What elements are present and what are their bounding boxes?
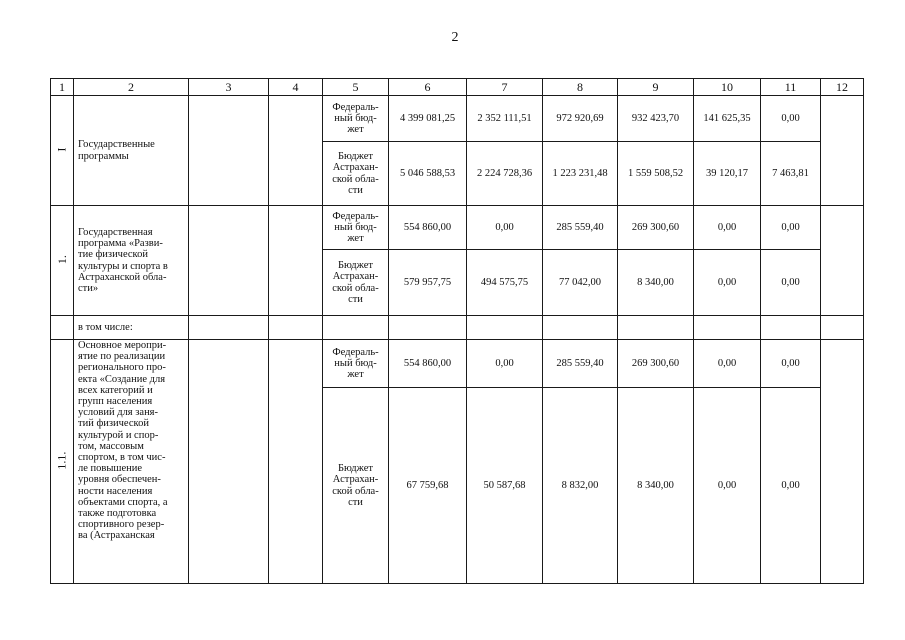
value-cell: 4 399 081,25: [389, 96, 467, 142]
empty-cell: [51, 316, 74, 340]
value-cell: 7 463,81: [761, 142, 821, 206]
header-cell: 6: [389, 79, 467, 96]
funding-source-regional: [323, 142, 389, 206]
table-row: [51, 96, 864, 142]
value-cell: 8 340,00: [618, 388, 694, 584]
header-cell: 8: [543, 79, 618, 96]
value-cell: 0,00: [761, 250, 821, 316]
source-line: жет: [347, 233, 364, 245]
empty-cell: [189, 340, 269, 584]
source-line: ской обла-: [332, 282, 379, 294]
name-line: уровня обеспечен-: [78, 474, 161, 486]
value-cell: 579 957,75: [389, 250, 467, 316]
value-cell: 0,00: [761, 340, 821, 388]
empty-cell: [761, 316, 821, 340]
name-line: Астраханской обла-: [78, 271, 167, 283]
name-line: Государственная: [78, 226, 153, 238]
header-cell: 2: [74, 79, 189, 96]
source-line: ской обла-: [332, 485, 379, 497]
value-cell: 67 759,68: [389, 388, 467, 584]
empty-cell: [269, 340, 323, 584]
name-line: программы: [78, 150, 129, 162]
value-cell: 554 860,00: [389, 206, 467, 250]
name-line: культурой и спор-: [78, 429, 159, 441]
name-line: культуры и спорта в: [78, 260, 168, 272]
page-number: 2: [451, 30, 459, 45]
header-row: [51, 79, 864, 96]
budget-table: [50, 78, 864, 584]
empty-cell: [189, 206, 269, 316]
source-line: Федераль-: [332, 210, 379, 222]
empty-cell: [269, 96, 323, 206]
source-line: Астрахан-: [332, 271, 379, 283]
funding-source-federal: [323, 206, 389, 250]
name-line: тий физической: [78, 418, 149, 430]
empty-cell: [269, 206, 323, 316]
value-cell: 269 300,60: [618, 206, 694, 250]
source-line: Астрахан-: [332, 474, 379, 486]
value-cell: 8 832,00: [543, 388, 618, 584]
source-line: ный бюд-: [334, 357, 377, 369]
empty-cell: [821, 96, 864, 206]
value-cell: 0,00: [694, 388, 761, 584]
row-number-cell: [51, 340, 74, 584]
source-line: Бюджет: [337, 260, 374, 272]
header-cell: 9: [618, 79, 694, 96]
value-cell: 0,00: [467, 340, 543, 388]
value-cell: 1 223 231,48: [543, 142, 618, 206]
table-row: [51, 316, 864, 340]
value-cell: 1 559 508,52: [618, 142, 694, 206]
header-cell: 5: [323, 79, 389, 96]
header-cell: 12: [821, 79, 864, 96]
name-line: ятие по реализации: [78, 351, 166, 363]
source-line: сти: [348, 293, 363, 305]
table-row: [51, 206, 864, 250]
name-line: программа «Разви-: [78, 238, 163, 250]
source-line: ный бюд-: [334, 221, 377, 233]
funding-source-regional: [323, 250, 389, 316]
row-name-cell: [74, 340, 189, 584]
name-line: всех категорий и: [78, 384, 153, 396]
empty-cell: [189, 316, 269, 340]
name-line: сти»: [78, 282, 99, 294]
name-line: том, массовым: [78, 440, 144, 452]
funding-source-federal: [323, 340, 389, 388]
empty-cell: [189, 96, 269, 206]
name-line: объектами спорта, а: [78, 496, 168, 508]
row-number: 1.1.: [54, 451, 69, 470]
name-line: также подготовка: [78, 508, 157, 520]
source-line: Федераль-: [332, 101, 379, 113]
value-cell: 0,00: [694, 206, 761, 250]
empty-cell: [821, 206, 864, 316]
value-cell: 39 120,17: [694, 142, 761, 206]
header-cell: 4: [269, 79, 323, 96]
row-number: I: [54, 147, 69, 152]
row-number-cell: [51, 96, 74, 206]
empty-cell: [543, 316, 618, 340]
name-line: групп населения: [78, 396, 153, 408]
source-line: жет: [347, 124, 364, 136]
source-line: Федераль-: [332, 346, 379, 358]
value-cell: 77 042,00: [543, 250, 618, 316]
source-line: жет: [347, 369, 364, 381]
header-cell: 1: [51, 79, 74, 96]
name-line: екта «Создание для: [78, 373, 166, 385]
value-cell: 0,00: [467, 206, 543, 250]
value-cell: 5 046 588,53: [389, 142, 467, 206]
header-cell: 11: [761, 79, 821, 96]
value-cell: 2 352 111,51: [467, 96, 543, 142]
empty-cell: [821, 340, 864, 584]
header-cell: 3: [189, 79, 269, 96]
header-cell: 7: [467, 79, 543, 96]
empty-cell: [821, 316, 864, 340]
source-line: сти: [348, 184, 363, 196]
name-line: спортивного резер-: [78, 519, 165, 531]
name-line: условий для заня-: [78, 407, 159, 419]
value-cell: 2 224 728,36: [467, 142, 543, 206]
funding-source-federal: [323, 96, 389, 142]
name-line: Государственные: [78, 139, 155, 151]
row-name-cell: [74, 96, 189, 206]
source-line: ный бюд-: [334, 112, 377, 124]
source-line: сти: [348, 496, 363, 508]
row-name-cell: [74, 206, 189, 316]
source-line: Бюджет: [337, 463, 374, 475]
name-line: ле повышение: [78, 463, 143, 475]
empty-cell: [467, 316, 543, 340]
name-line: спортом, в том чис-: [78, 452, 166, 464]
value-cell: 8 340,00: [618, 250, 694, 316]
value-cell: 285 559,40: [543, 206, 618, 250]
value-cell: 269 300,60: [618, 340, 694, 388]
row-number-cell: [51, 206, 74, 316]
empty-cell: [389, 316, 467, 340]
name-line: тие физической: [78, 249, 148, 261]
including-label: в том числе:: [74, 316, 189, 340]
value-cell: 554 860,00: [389, 340, 467, 388]
row-number: 1.: [54, 255, 69, 265]
funding-source-regional: [323, 388, 389, 584]
source-line: Бюджет: [337, 151, 374, 163]
table-row: [51, 340, 864, 388]
value-cell: 0,00: [761, 388, 821, 584]
name-line: ности населения: [78, 485, 153, 497]
value-cell: 0,00: [694, 340, 761, 388]
empty-cell: [618, 316, 694, 340]
value-cell: 50 587,68: [467, 388, 543, 584]
empty-cell: [269, 316, 323, 340]
name-line: ва (Астраханская: [78, 530, 155, 542]
value-cell: 0,00: [761, 206, 821, 250]
empty-cell: [694, 316, 761, 340]
value-cell: 285 559,40: [543, 340, 618, 388]
value-cell: 0,00: [761, 96, 821, 142]
source-line: Астрахан-: [332, 162, 379, 174]
value-cell: 0,00: [694, 250, 761, 316]
value-cell: 141 625,35: [694, 96, 761, 142]
name-line: Основное меропри-: [78, 340, 167, 351]
header-cell: 10: [694, 79, 761, 96]
value-cell: 972 920,69: [543, 96, 618, 142]
empty-cell: [323, 316, 389, 340]
value-cell: 494 575,75: [467, 250, 543, 316]
value-cell: 932 423,70: [618, 96, 694, 142]
source-line: ской обла-: [332, 173, 379, 185]
name-line: регионального про-: [78, 362, 166, 374]
